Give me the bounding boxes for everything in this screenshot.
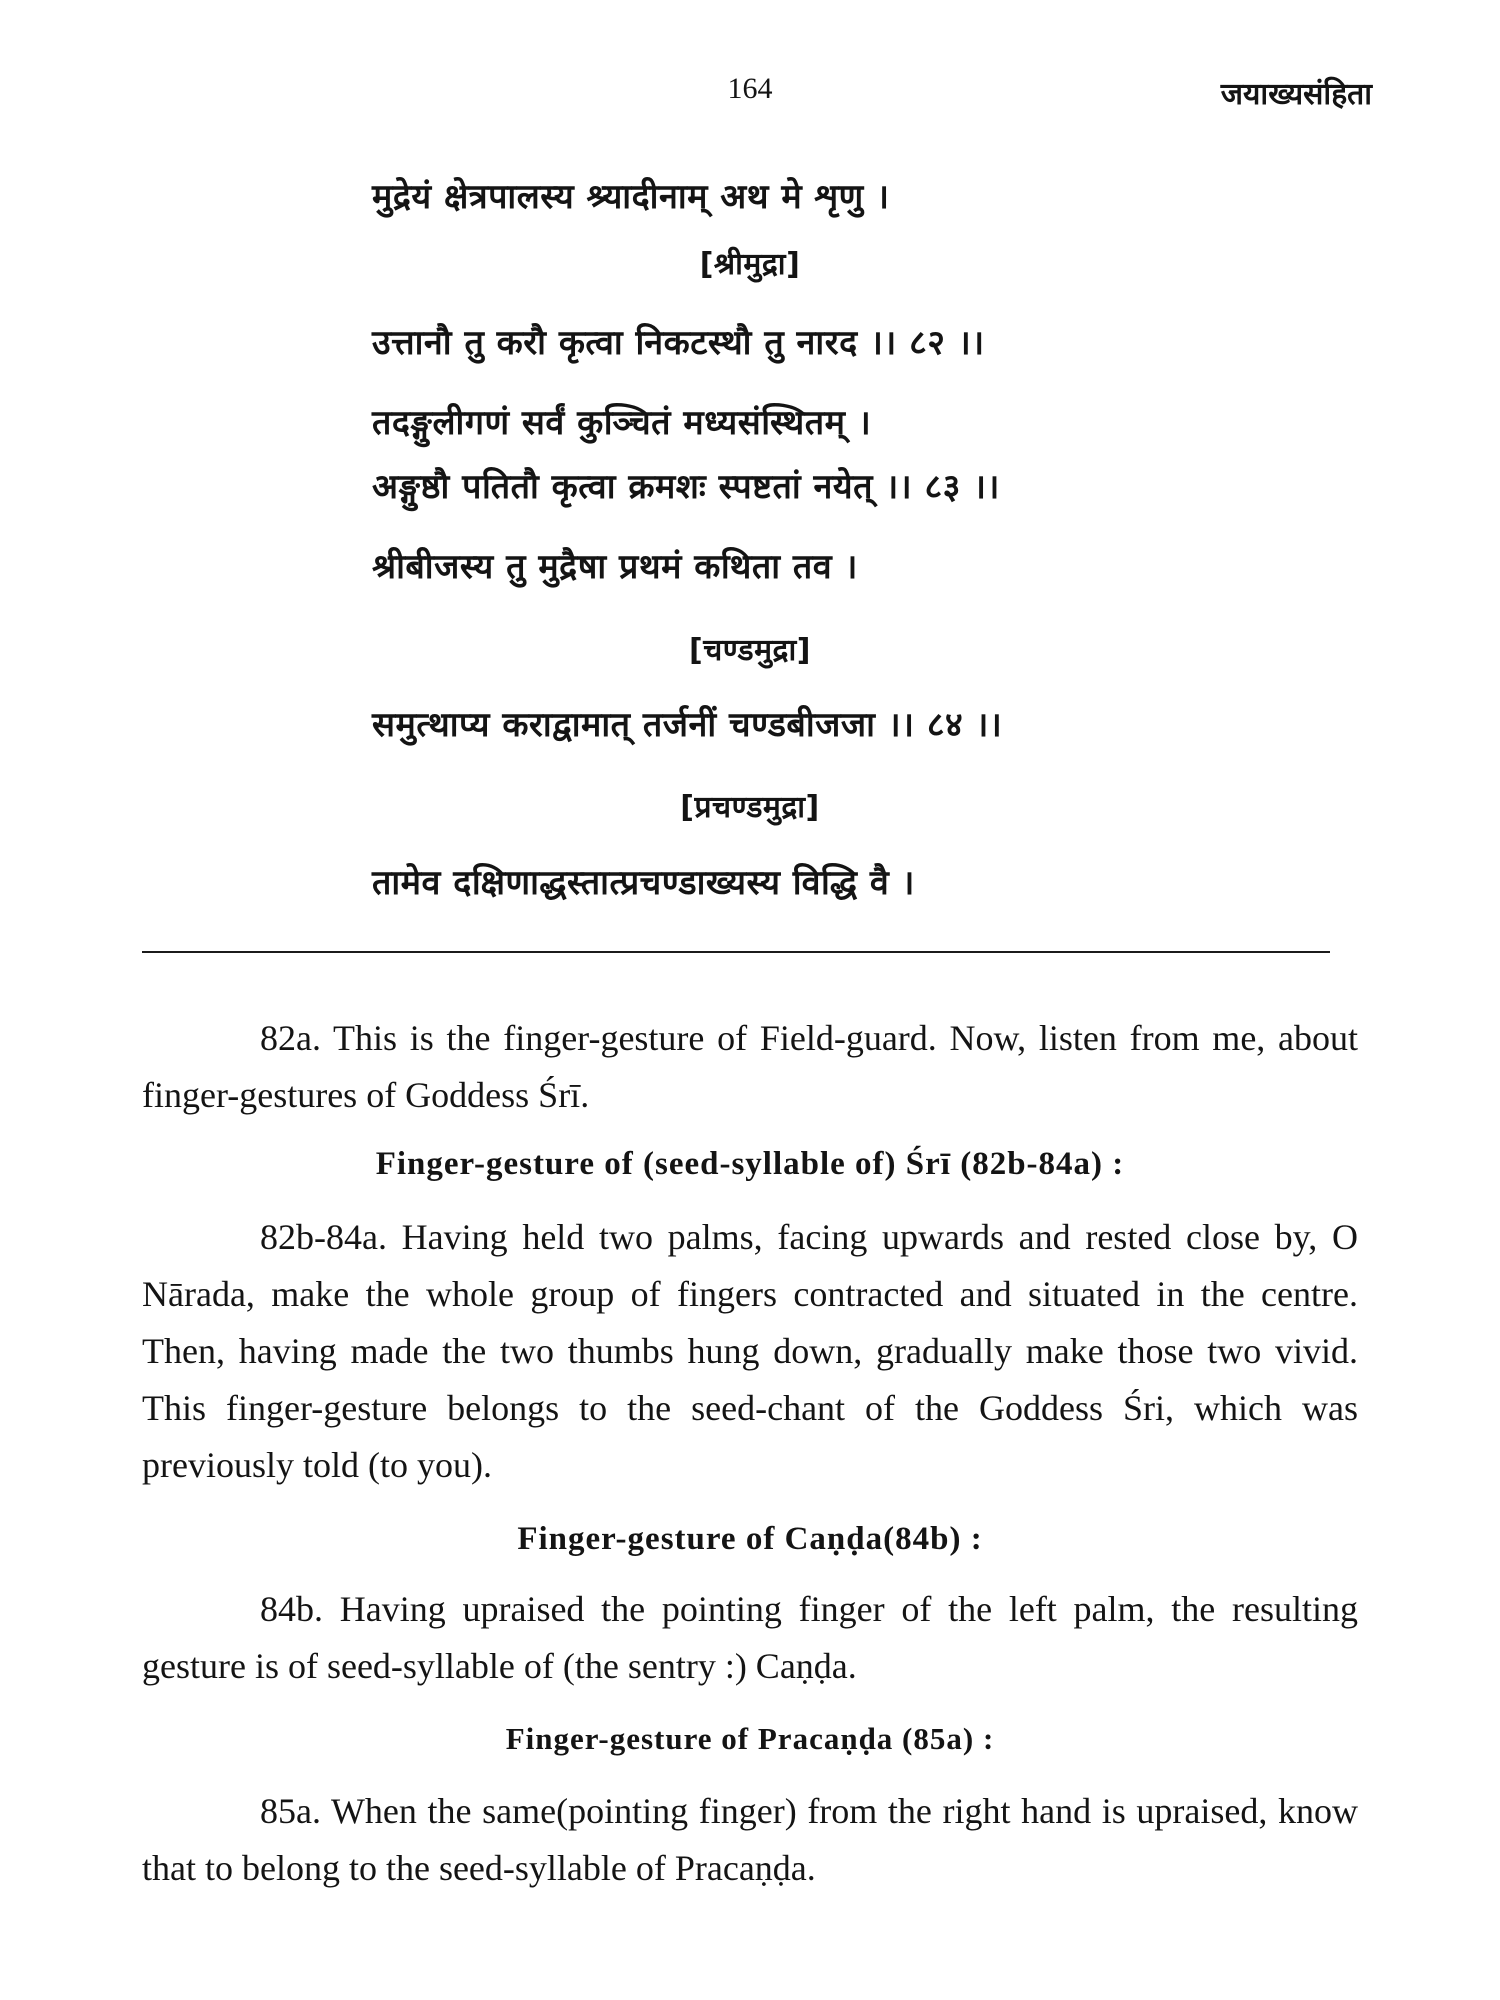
sanskrit-line-1: मुद्रेयं क्षेत्रपालस्य श्र्यादीनाम् अथ मे शृणु । bbox=[372, 177, 890, 217]
heading-shri-gesture: Finger-gesture of (seed-syllable of) Śrī (82b-84a) : bbox=[375, 1146, 1125, 1182]
paragraph-82a: 82a. This is the finger-gesture of Field-guard. Now, listen from me, about finger-gestures of Goddess Śrī. bbox=[142, 1018, 1358, 1115]
sanskrit-heading-chandamudra: [चण्डमुद्रा] bbox=[689, 633, 811, 668]
section-divider bbox=[142, 951, 1330, 953]
sanskrit-heading-prachandamudra: [प्रचण्डमुद्रा] bbox=[680, 790, 820, 825]
page-header bbox=[0, 72, 1500, 122]
sanskrit-line-2: उत्तानौ तु करौ कृत्वा निकटस्थौ तु नारद ।। ८२ ।। bbox=[372, 323, 985, 363]
paragraph-85a: 85a. When the same(pointing finger) from the right hand is upraised, know that to belong to the seed-syllable of Pracaṇḍa. bbox=[142, 1791, 1358, 1888]
sanskrit-line-5: श्रीबीजस्य तु मुद्रैषा प्रथमं कथिता तव । bbox=[372, 547, 858, 587]
sanskrit-line-3: तदङ्गुलीगणं सर्वं कुञ्चितं मध्यसंस्थितम् । bbox=[372, 403, 872, 443]
sanskrit-heading-shrimudra: [श्रीमुद्रा] bbox=[699, 247, 801, 282]
paragraph-82b-84a: 82b-84a. Having held two palms, facing upwards and rested close by, O Nārada, make the whole group of fingers contracted and situated in the centre. Then, having made the two thumbs hung down, gradually make those two vivid. This finger-gesture belongs to the seed-chant of the Goddess Śri, which was previously told (to you). bbox=[142, 1217, 1358, 1485]
sanskrit-line-7: तामेव दक्षिणाद्धस्तात्प्रचण्डाख्यस्य विद्धि वै । bbox=[372, 863, 915, 903]
sanskrit-line-4: अङ्गुष्ठौ पतितौ कृत्वा क्रमशः स्पष्टतां नयेत् ।। ८३ ।। bbox=[372, 467, 1000, 507]
heading-prachanda-gesture: Finger-gesture of Pracaṇḍa (85a) : bbox=[505, 1721, 995, 1756]
paragraph-84b: 84b. Having upraised the pointing finger of the left palm, the resulting gesture is of seed-syllable of (the sentry :) Caṇḍa. bbox=[142, 1589, 1358, 1686]
running-title: जयाख्यसंहिता bbox=[1220, 77, 1372, 112]
sanskrit-line-6: समुत्थाप्य कराद्वामात् तर्जनीं चण्डबीजजा ।। ८४ ।। bbox=[372, 705, 1003, 745]
heading-chanda-gesture: Finger-gesture of Caṇḍa(84b) : bbox=[517, 1521, 983, 1557]
page-number: 164 bbox=[727, 72, 773, 105]
